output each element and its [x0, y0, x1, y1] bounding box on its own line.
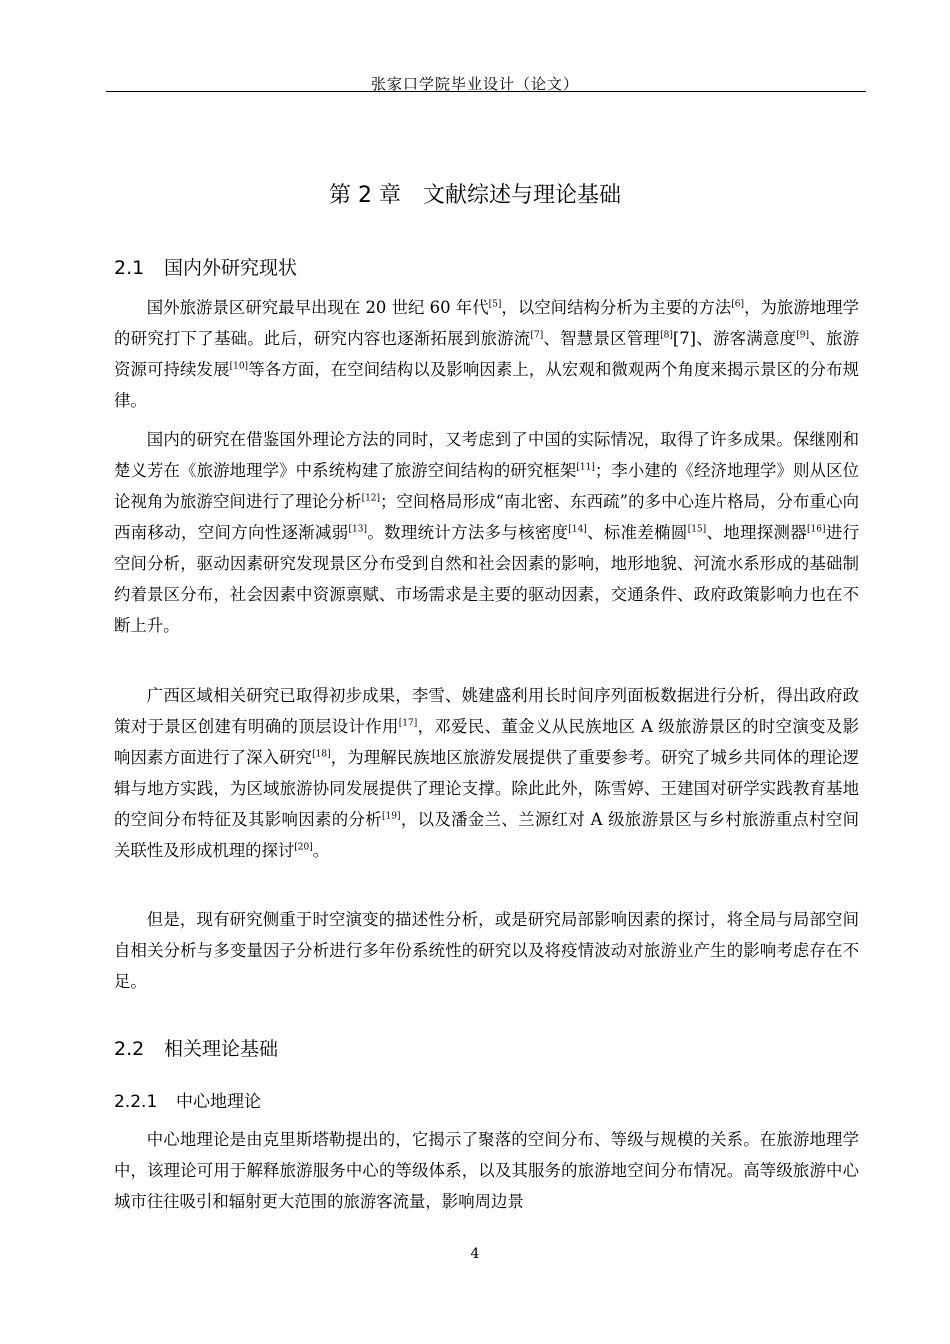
- paragraph-text: 国内的研究在借鉴国外理论方法的同时，又考虑到了中国的实际情况，取得了许多成果。保继刚和楚义芳在《旅游地理学》中系统构建了旅游空间结构的研究框架: [114, 430, 859, 480]
- paragraph-text: 国外旅游景区研究最早出现在 20 世纪 60 年代: [146, 298, 489, 317]
- citation-marker: [10]: [229, 361, 249, 372]
- running-header: 张家口学院毕业设计（论文）: [370, 75, 579, 93]
- citation-marker: [9]: [796, 330, 810, 341]
- section-number: 2.2: [114, 1038, 145, 1060]
- paragraph-text: ，以及潘金兰、兰源红对 A 级旅游景区与乡村旅游重点村空间关联性及形成机理的探讨: [114, 810, 859, 860]
- chapter-title: 第 2 章 文献综述与理论基础: [329, 183, 621, 208]
- citation-marker: [5]: [488, 299, 502, 310]
- citation-marker: [12]: [361, 493, 381, 504]
- subsection-number: 2.2.1: [114, 1092, 158, 1112]
- paragraph-text: 中心地理论是由克里斯塔勒提出的，它揭示了聚落的空间分布、等级与规模的关系。在旅游地理学中，该理论可用于解释旅游服务中心的等级体系，以及其服务的旅游地空间分布情况。高等级旅游中心城市往往吸引和辐射更大范围的旅游客流量，影响周边景: [114, 1130, 859, 1211]
- paragraph: [114, 424, 859, 641]
- section-title: 国内外研究现状: [164, 257, 298, 279]
- paragraph-text: ，邓爱民、董金义从民族地区 A 级旅游景区的时空演变及影响因素方面进行了深入研究: [114, 717, 859, 767]
- paragraph-text: 。数理统计方法多与核密度: [366, 523, 569, 542]
- paragraph-text: ；空间格局形成“南北密、东西疏”的多中心连片格局，分布重心向西南移动，空间方向性逐渐减弱: [114, 492, 860, 542]
- paragraph-text: 、标准差椭圆: [586, 523, 688, 542]
- paragraph: [114, 1124, 859, 1217]
- paragraph-text: [7]、游客满意度: [672, 329, 797, 348]
- citation-marker: [8]: [660, 330, 673, 341]
- section-number: 2.1: [114, 257, 145, 279]
- paragraph-text: ，为旅游地理学的研究打下了基础。此后，研究内容也逐渐拓展到旅游流: [114, 298, 859, 348]
- paragraph-text: 、地理探测器: [706, 523, 808, 542]
- citation-marker: [13]: [348, 524, 367, 535]
- paragraph-text: 广西区域相关研究已取得初步成果，李雪、姚建盛利用长时间序列面板数据进行分析，得出政府政策对于景区创建有明确的顶层设计作用: [114, 686, 859, 736]
- paragraph-text: 等各方面，在空间结构以及影响因素上，从宏观和微观两个角度来揭示景区的分布规律。: [114, 360, 860, 410]
- citation-marker: [19]: [382, 811, 401, 822]
- paragraph: [114, 292, 859, 416]
- section-heading-2-2: [114, 1034, 278, 1061]
- subsection-heading-2-2-1: [114, 1087, 261, 1112]
- paragraph-text: 进行空间分析，驱动因素研究发现景区分布受到自然和社会因素的影响，地形地貌、河流水系形成的基础制约着景区分布，社会因素中资源禀赋、市场需求是主要的驱动因素，交通条件、政府政策影响力也在不断上升。: [114, 523, 860, 635]
- paragraph: [114, 904, 859, 997]
- paragraph-text: ，为理解民族地区旅游发展提供了重要参考。研究了城乡共同体的理论逻辑与地方实践，为区域旅游协同发展提供了理论支撑。除此此外，陈雪婷、王建国对研学实践教育基地的空间分布特征及其影响因素的分析: [114, 748, 859, 829]
- paragraph: [114, 680, 859, 866]
- citation-marker: [7]: [530, 330, 544, 341]
- citation-marker: [15]: [687, 524, 707, 535]
- paragraph-text: ，以空间结构分析为主要的方法: [501, 298, 732, 317]
- paragraph-text: 、智慧景区管理: [543, 329, 661, 348]
- paragraph-text: ；李小建的《经济地理学》则从区位论视角为旅游空间进行了理论分析: [114, 461, 859, 511]
- subsection-title: 中心地理论: [176, 1092, 261, 1112]
- section-heading-2-1: [114, 253, 297, 280]
- header-divider: [106, 91, 866, 92]
- citation-marker: [16]: [807, 524, 826, 535]
- section-title: 相关理论基础: [164, 1038, 279, 1060]
- citation-marker: [17]: [398, 718, 418, 729]
- citation-marker: [11]: [576, 462, 595, 473]
- citation-marker: [14]: [568, 524, 587, 535]
- paragraph-text: 。: [312, 841, 330, 860]
- page-number: 4: [470, 1246, 480, 1262]
- citation-marker: [20]: [294, 842, 313, 853]
- paragraph-text: 、旅游资源可持续发展: [114, 329, 860, 379]
- citation-marker: [18]: [312, 749, 331, 760]
- citation-marker: [6]: [731, 299, 745, 310]
- paragraph-text: 但是，现有研究侧重于时空演变的描述性分析，或是研究局部影响因素的探讨，将全局与局部空间自相关分析与多变量因子分析进行多年份系统性的研究以及将疫情波动对旅游业产生的影响考虑存在不足。: [114, 910, 859, 991]
